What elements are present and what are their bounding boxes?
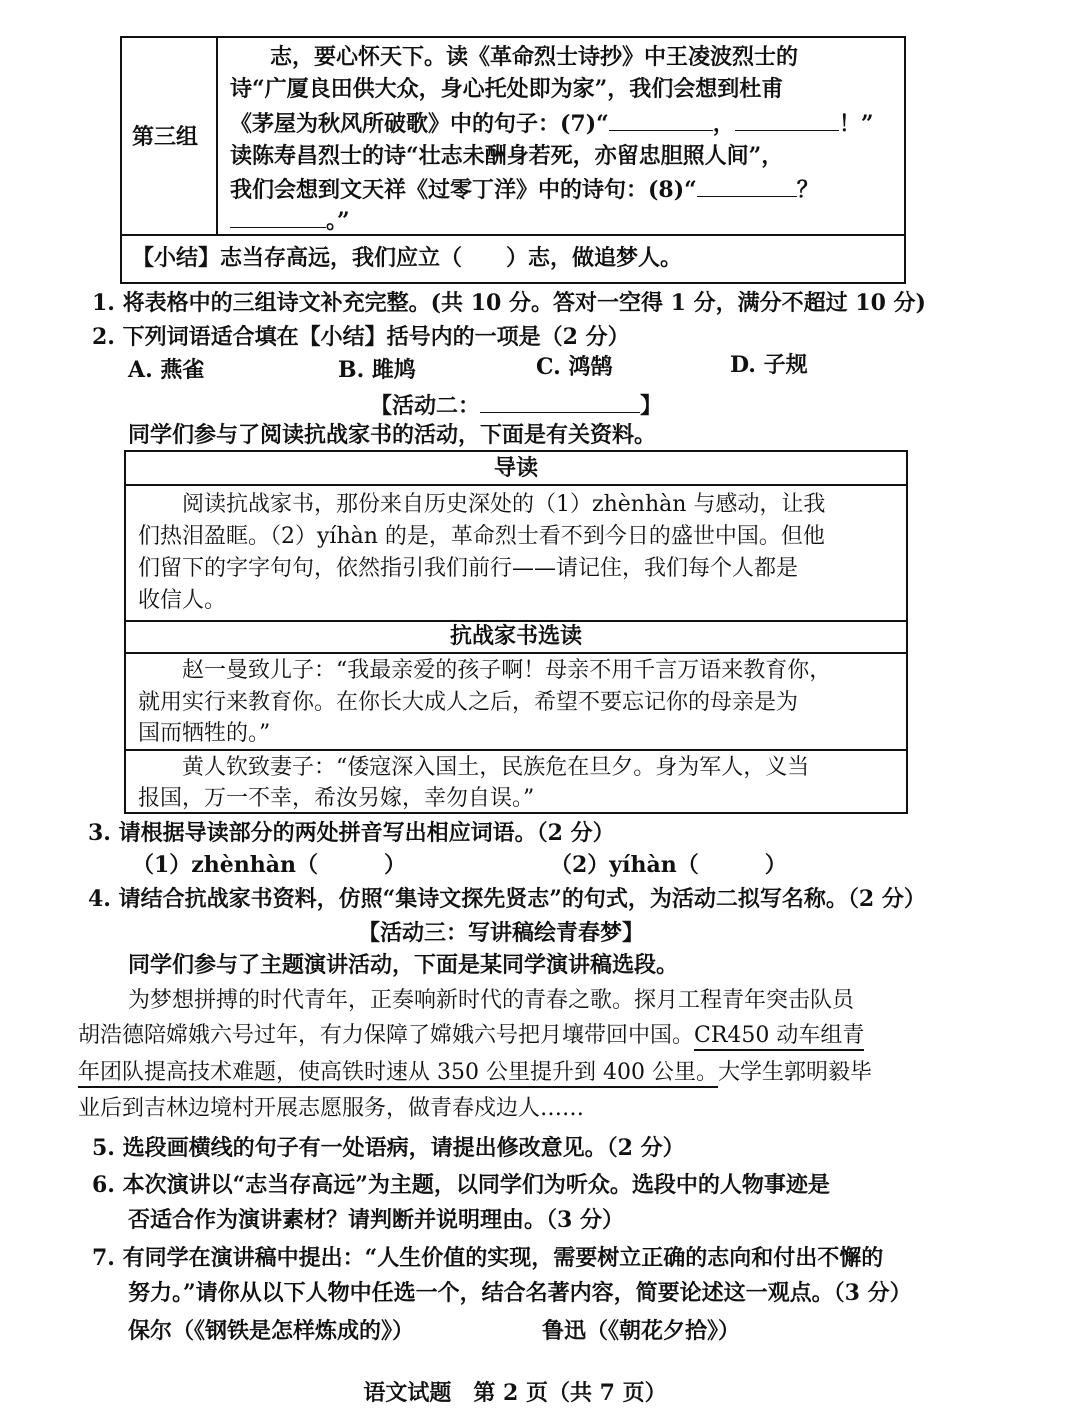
question-2: 2. 下列词语适合填在【小结】括号内的一项是（2 分） — [92, 324, 630, 350]
blank-question-mark: ？ — [796, 177, 819, 203]
group-label: 第三组 — [132, 124, 199, 150]
q2-option-d[interactable]: D. 子规 — [730, 352, 808, 378]
guide-line-4: 收信人。 — [138, 588, 227, 613]
table-line-6-end: 。” — [326, 208, 350, 234]
answer-blank-8b[interactable] — [230, 205, 326, 228]
activity-2-intro: 同学们参与了阅读抗战家书的活动，下面是有关资料。 — [128, 422, 657, 448]
activity-2-title-left: 【活动二： — [370, 393, 481, 419]
question-7-line-1: 7. 有同学在演讲稿中提出：“人生价值的实现，需要树立正确的志向和付出不懈的 — [92, 1245, 884, 1271]
answer-blank-7a[interactable] — [609, 108, 713, 131]
letter-2-line-2: 报国，万一不幸，希汝另嫁，幸勿自误。” — [138, 786, 535, 811]
letters-header-divider — [124, 652, 908, 654]
guide-header: 导读 — [493, 455, 538, 481]
speech-underlined-sentence-part-1: CR450 动车组青 — [694, 1023, 864, 1051]
activity-2-title-right: 】 — [640, 393, 663, 419]
question-4: 4. 请结合抗战家书资料，仿照“集诗文探先贤志”的句式，为活动二拟写名称。（2 分） — [88, 886, 926, 912]
table-line-5 — [230, 174, 819, 205]
q3-answer-1[interactable]: （1）zhènhàn（ ） — [132, 852, 407, 878]
page-footer: 语文试题 第 2 页（共 7 页） — [363, 1380, 667, 1406]
letter-1-line-1: 赵一曼致儿子：“我最亲爱的孩子啊！母亲不用千言万语来教育你， — [182, 658, 832, 683]
speech-line-4: 业后到吉林边境村开展志愿服务，做青春戍边人…… — [78, 1096, 585, 1121]
letter-2-line-1: 黄人钦致妻子：“倭寇深入国土，民族危在旦夕。身为军人，义当 — [182, 755, 810, 780]
activity-2-name-blank[interactable] — [480, 390, 640, 413]
question-1: 1. 将表格中的三组诗文补充完整。(共 10 分。答对一空得 1 分，满分不超过 10 分) — [92, 290, 926, 316]
q2-option-b[interactable]: B. 雎鸠 — [338, 357, 416, 383]
speech-underlined-sentence-part-2: 年团队提高技术难题，使高铁时速从 350 公里提升到 400 公里。 — [78, 1060, 718, 1088]
table-line-6 — [230, 205, 350, 236]
q2-option-a[interactable]: A. 燕雀 — [128, 357, 205, 383]
speech-line-2-plain: 胡浩德陪嫦娥六号过年，有力保障了嫦娥六号把月壤带回中国。 — [78, 1023, 695, 1048]
table-line-4: 读陈寿昌烈士的诗“壮志未酬身若死，亦留忠胆照人间”， — [230, 143, 784, 169]
table-line-3 — [230, 108, 873, 139]
question-5: 5. 选段画横线的句子有一处语病，请提出修改意见。（2 分） — [92, 1135, 685, 1161]
question-3: 3. 请根据导读部分的两处拼音写出相应词语。（2 分） — [88, 820, 615, 846]
table-divider-vertical — [216, 36, 218, 234]
letters-header: 抗战家书选读 — [449, 623, 582, 649]
table-line-3-text: 《茅屋为秋风所破歌》中的句子：(7)“ — [230, 111, 609, 137]
question-7-line-2: 努力。”请你从以下人物中任选一个，结合名著内容，简要论述这一观点。（3 分） — [128, 1280, 912, 1306]
guide-header-divider — [124, 484, 908, 486]
q7-option-luxun[interactable]: 鲁迅（《朝花夕拾》） — [542, 1318, 741, 1344]
table-summary: 【小结】志当存高远，我们应立（ ）志，做追梦人。 — [132, 245, 683, 271]
activity-3-title: 【活动三：写讲稿绘青春梦】 — [358, 920, 645, 946]
activity-3-intro: 同学们参与了主题演讲活动，下面是某同学演讲稿选段。 — [128, 952, 679, 978]
q3-answer-2[interactable]: （2）yíhàn（ ） — [550, 852, 787, 878]
letter-1-line-3: 国而牺牲的。” — [138, 721, 271, 746]
speech-line-2 — [78, 1021, 864, 1051]
letters-divider — [124, 749, 908, 751]
answer-blank-7b[interactable] — [735, 108, 839, 131]
table-line-2: 诗“广厦良田供大众，身心托处即为家”，我们会想到杜甫 — [230, 76, 784, 102]
speech-line-1: 为梦想拼搏的时代青年，正奏响新时代的青春之歌。探月工程青年突击队员 — [128, 988, 855, 1013]
letter-1-line-2: 就用实行来教育你。在你长大成人之后，希望不要忘记你的母亲是为 — [138, 690, 799, 715]
table-line-1: 志，要心怀天下。读《革命烈士诗抄》中王凌波烈士的 — [270, 44, 799, 70]
activity-2-title — [370, 390, 662, 421]
speech-line-3 — [78, 1058, 872, 1088]
blank-end-mark: ！” — [838, 111, 874, 137]
guide-line-3: 们留下的字字句句，依然指引我们前行——请记住，我们每个人都是 — [138, 556, 799, 581]
speech-line-3-plain: 大学生郭明毅毕 — [717, 1060, 872, 1085]
question-6-line-1: 6. 本次演讲以“志当存高远”为主题，以同学们为听众。选段中的人物事迹是 — [92, 1172, 830, 1198]
guide-line-2: 们热泪盈眶。（2）yíhàn 的是，革命烈士看不到今日的盛世中国。但他 — [138, 524, 825, 549]
q7-option-paul[interactable]: 保尔（《钢铁是怎样炼成的》） — [128, 1318, 415, 1344]
answer-blank-8a[interactable] — [697, 174, 797, 197]
blank-separator: ， — [712, 111, 735, 137]
guide-line-1: 阅读抗战家书，那份来自历史深处的（1）zhènhàn 与感动，让我 — [182, 492, 826, 517]
question-6-line-2: 否适合作为演讲素材？请判断并说明理由。（3 分） — [128, 1207, 624, 1233]
q2-option-c[interactable]: C. 鸿鹄 — [536, 354, 613, 380]
table-line-5-text: 我们会想到文天祥《过零丁洋》中的诗句：(8)“ — [230, 177, 697, 203]
